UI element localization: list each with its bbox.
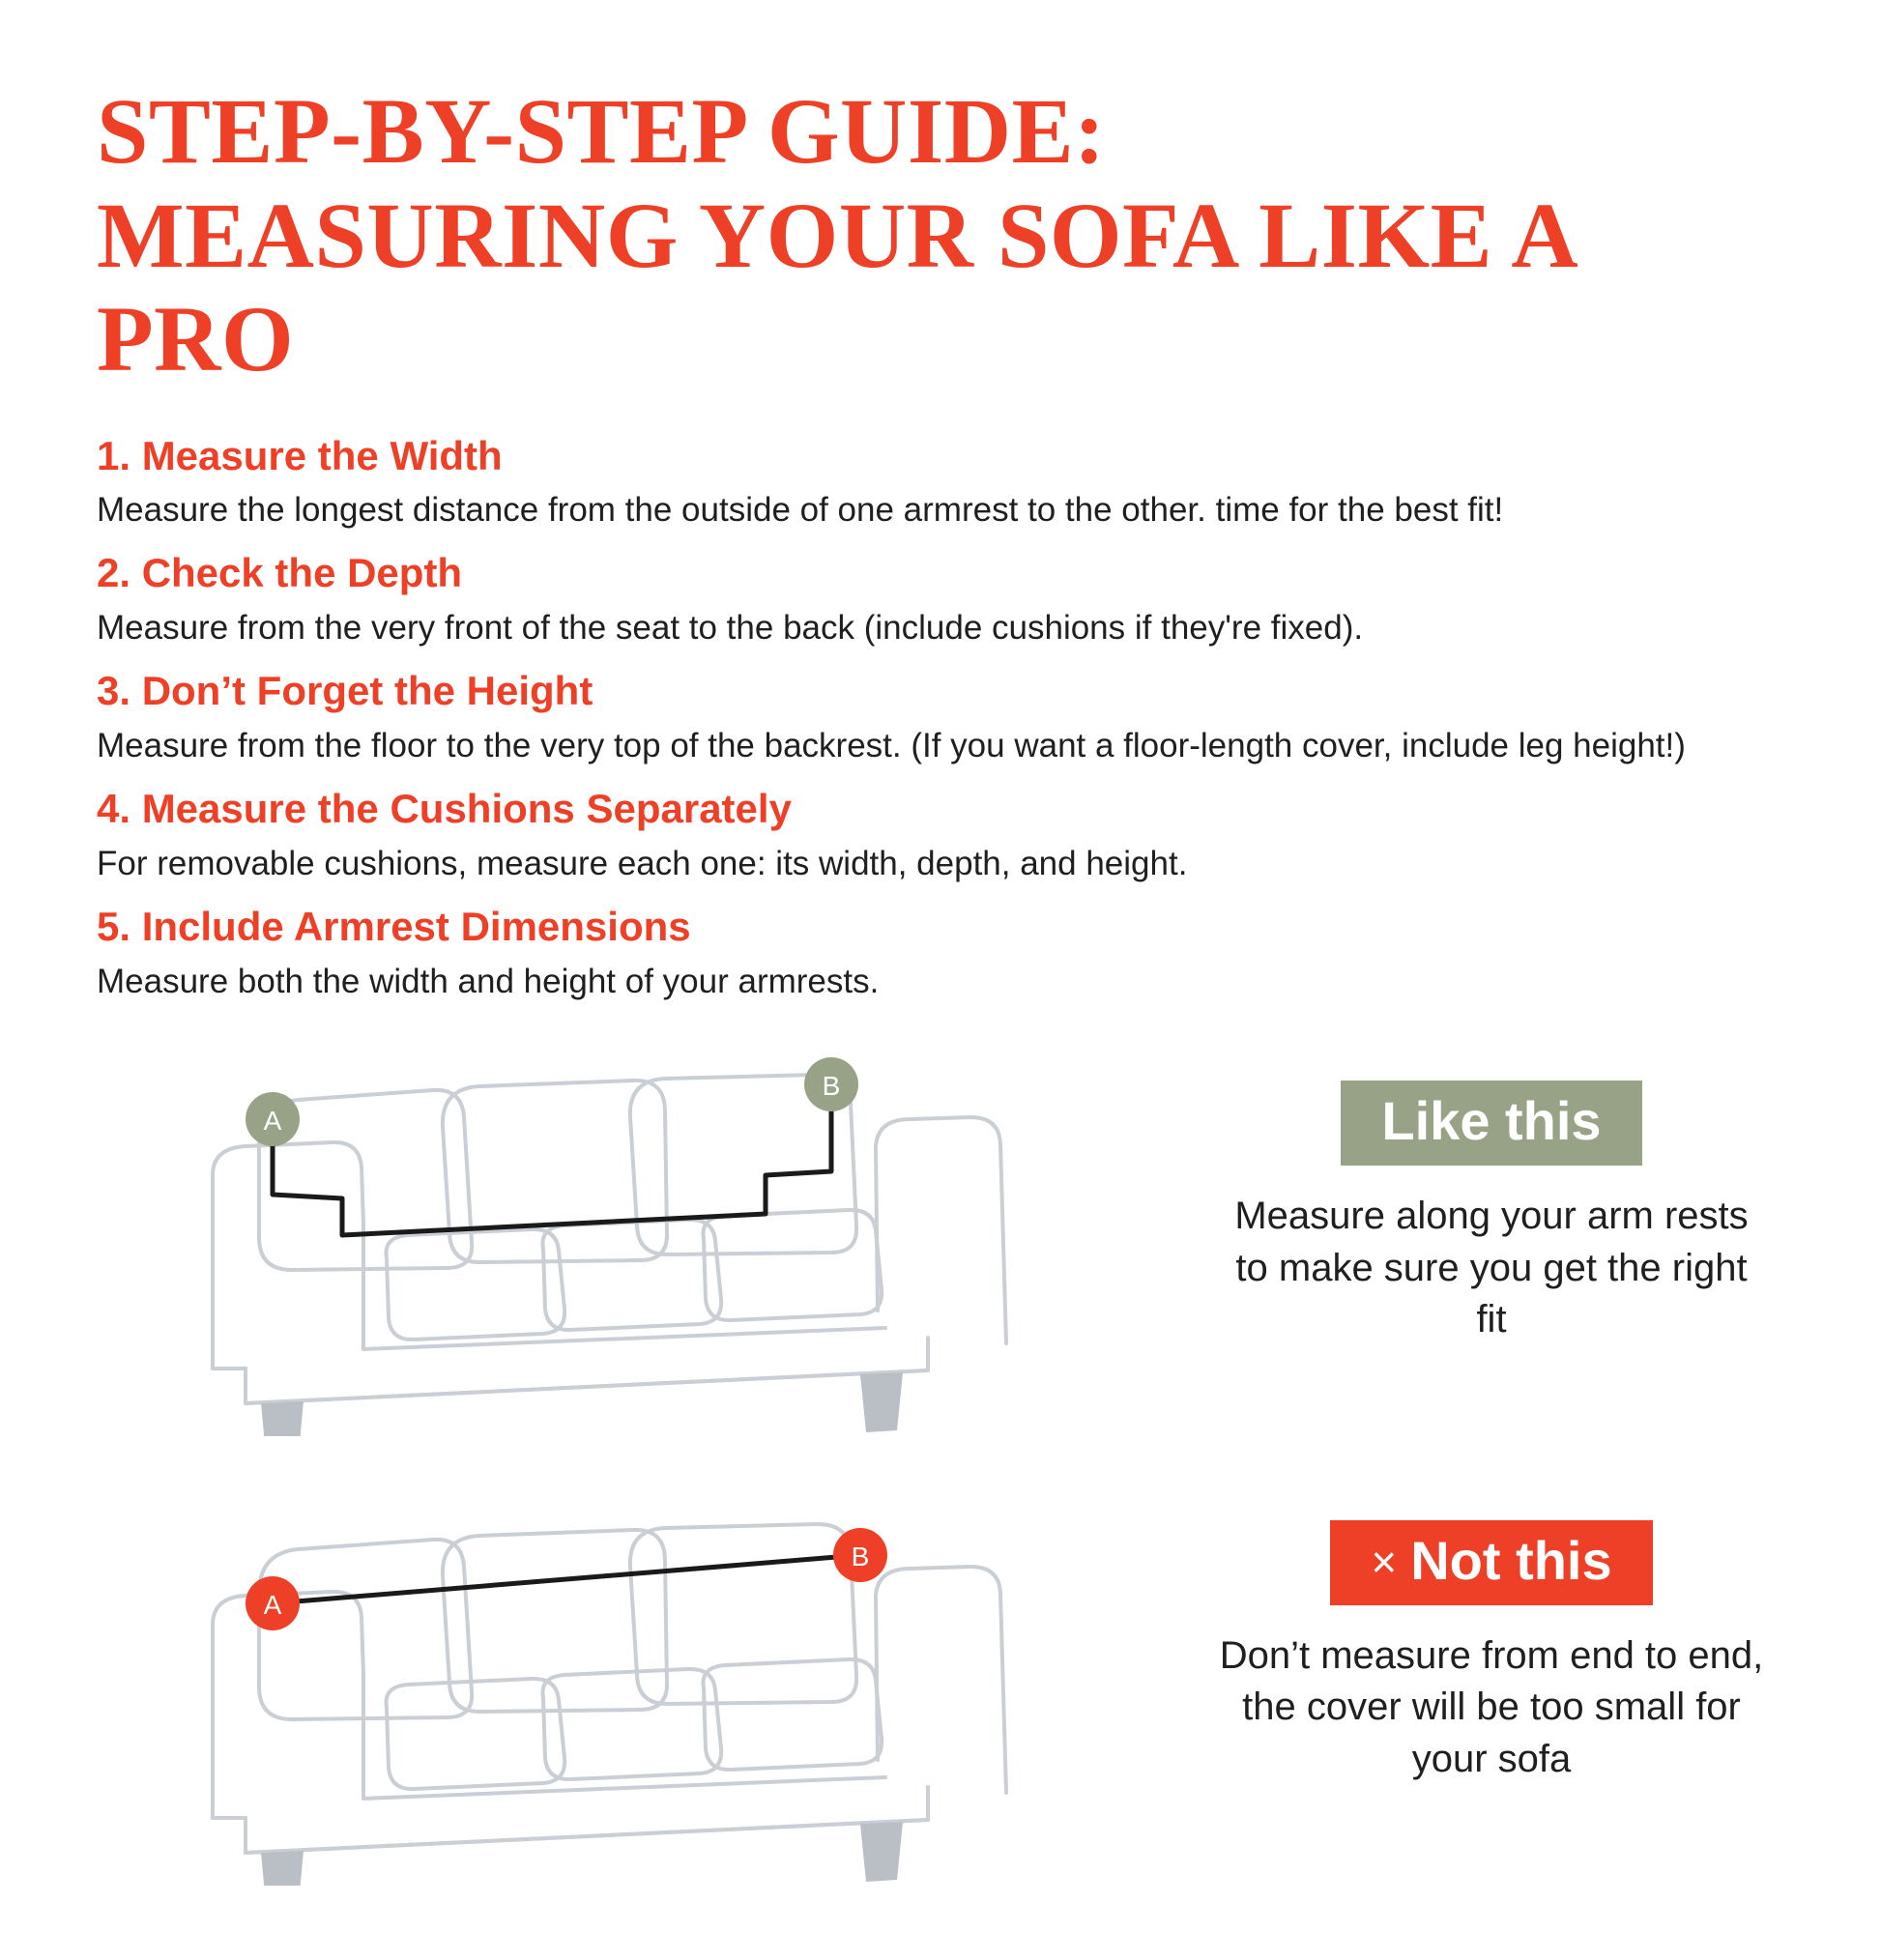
sofa-correct-svg (97, 1030, 1179, 1436)
marker-b-incorrect (833, 1528, 887, 1582)
step-item-3 (97, 667, 1784, 767)
svg-text:A: A (263, 1106, 282, 1136)
banner-not-this-label: Not this (1410, 1529, 1612, 1591)
cross-icon: × (1371, 1536, 1398, 1587)
note-text-incorrect: Don’t measure from end to end, the cover will be too small for your sofa (1219, 1633, 1764, 1780)
step-heading-1: 1. Measure the Width (97, 432, 503, 478)
step-body-2: Measure from the very front of the seat to the back (include cushions if they're fixed). (97, 608, 1364, 647)
step-item-2 (97, 549, 1784, 649)
svg-text:A: A (263, 1590, 282, 1620)
svg-text:B: B (851, 1542, 870, 1571)
measure-line-incorrect (273, 1555, 860, 1603)
sofa-leg (860, 1822, 903, 1882)
sofa-diagram-incorrect (97, 1480, 1179, 1890)
notes-column (1179, 1030, 1784, 1890)
page-title (97, 79, 1784, 391)
step-item-5 (97, 903, 1784, 1003)
note-text-correct: Measure along your arm rests to make sure you get the right fit (1234, 1195, 1749, 1341)
page-title-line-2: MEASURING YOUR SOFA LIKE A PRO (97, 183, 1574, 391)
steps-list (97, 432, 1784, 1003)
page-title-line-1: STEP-BY-STEP GUIDE: (97, 79, 1106, 183)
measure-line-correct (273, 1102, 831, 1235)
step-body-3: Measure from the floor to the very top of the backrest. (If you want a floor-length cover, include leg height!) (97, 726, 1686, 764)
step-body-4: For removable cushions, measure each one: its width, depth, and height. (97, 844, 1188, 882)
step-heading-5: 5. Include Armrest Dimensions (97, 904, 691, 950)
step-heading-3: 3. Don’t Forget the Height (97, 668, 593, 714)
sofa-illustrations-column (97, 1030, 1179, 1890)
note-incorrect (1199, 1520, 1784, 1786)
step-item-1 (97, 432, 1784, 533)
marker-a-incorrect (246, 1576, 300, 1630)
infographic-page (0, 79, 1881, 1960)
step-body-1: Measure the longest distance from the outside of one armrest to the other. time for the best fit! (97, 490, 1504, 529)
banner-row-like (1199, 1081, 1784, 1166)
marker-a-correct (246, 1092, 300, 1146)
step-heading-2: 2. Check the Depth (97, 550, 463, 596)
sofa-diagram-correct (97, 1030, 1179, 1441)
marker-b-correct (804, 1057, 858, 1111)
illustration-section (97, 1030, 1784, 1890)
banner-not-this (1330, 1520, 1652, 1605)
step-heading-4: 4. Measure the Cushions Separately (97, 786, 792, 832)
step-item-4 (97, 785, 1784, 885)
sofa-leg (261, 1401, 304, 1436)
sofa-leg (860, 1372, 903, 1432)
step-body-5: Measure both the width and height of your armrests. (97, 962, 880, 1000)
sofa-incorrect-svg (97, 1480, 1179, 1886)
banner-row-not (1199, 1520, 1784, 1605)
svg-text:B: B (822, 1071, 841, 1101)
banner-like-this: Like this (1341, 1081, 1641, 1166)
note-correct (1199, 1081, 1784, 1346)
